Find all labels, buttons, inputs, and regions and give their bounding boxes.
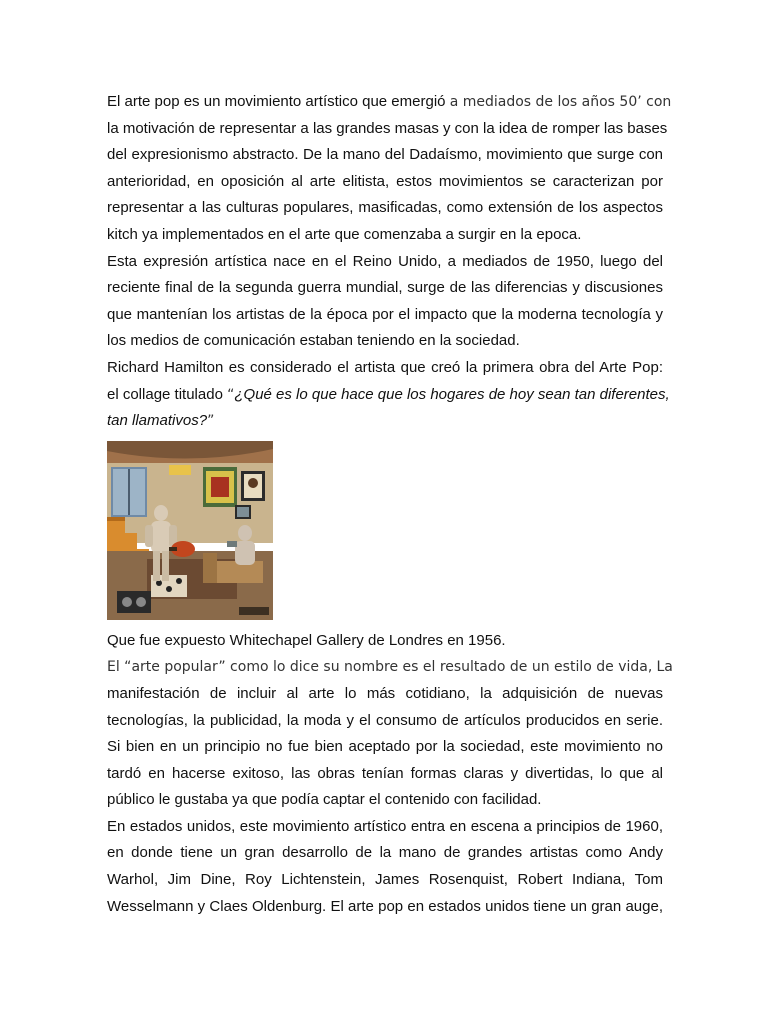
paragraph-4 bbox=[107, 654, 673, 814]
text-line: El arte pop es un movimiento artístico que emergió a mediados de los años 50’ con bbox=[107, 93, 672, 110]
text-line: reciente final de la segunda guerra mundial, surge de las diferencias y discusiones bbox=[107, 279, 663, 297]
text-line: El “arte popular” como lo dice su nombre es el resultado de un estilo de vida, La bbox=[107, 659, 673, 676]
text-line: tecnologías, la publicidad, la moda y el consumo de artículos producidos en serie. bbox=[107, 711, 663, 729]
image-caption: Que fue expuesto Whitechapel Gallery de Londres en 1956. bbox=[107, 631, 506, 649]
document-body bbox=[107, 89, 673, 920]
paragraph-2 bbox=[107, 249, 663, 355]
collage-image bbox=[107, 441, 273, 620]
text-line: representar a las culturas populares, masificadas, como extensión de los aspectos bbox=[107, 199, 663, 217]
text-line: Esta expresión artística nace en el Reino Unido, a mediados de 1950, luego del bbox=[107, 252, 663, 270]
text-line: del expresionismo abstracto. De la mano del Dadaísmo, movimiento que surge con bbox=[107, 146, 663, 164]
paragraph-5 bbox=[107, 814, 663, 920]
text-line: Warhol, Jim Dine, Roy Lichtenstein, James Rosenquist, Robert Indiana, Tom bbox=[107, 871, 663, 889]
text-line: tan llamativos?” bbox=[107, 412, 215, 430]
paragraph-3 bbox=[107, 355, 670, 435]
text-line: los medios de comunicación estaban teniendo en la sociedad. bbox=[107, 332, 520, 350]
text-line: tardó en hacerse exitoso, las obras tenían formas claras y divertidas, lo que al bbox=[107, 764, 663, 782]
text-line: el collage titulado “¿Qué es lo que hace que los hogares de hoy sean tan diferentes, bbox=[107, 385, 670, 403]
text-line: que mantenían los artistas de la época por el impacto que la moderna tecnología y bbox=[107, 305, 663, 323]
text-line: kitch ya implementados en el arte que comenzaba a surgir en la epoca. bbox=[107, 225, 582, 243]
text-line: público le gustaba ya que podía captar el contenido con facilidad. bbox=[107, 791, 542, 809]
text-line: en donde tiene un gran desarrollo de la mano de grandes artistas como Andy bbox=[107, 844, 663, 862]
text-line: la motivación de representar a las grandes masas y con la idea de romper las bases bbox=[107, 119, 668, 137]
paragraph-1 bbox=[107, 89, 672, 249]
text-line: manifestación de incluir al arte lo más cotidiano, la adquisición de nuevas bbox=[107, 684, 663, 702]
text-line: Wesselmann y Claes Oldenburg. El arte pop en estados unidos tiene un gran auge, bbox=[107, 897, 663, 915]
text-line: En estados unidos, este movimiento artístico entra en escena a principios de 1960, bbox=[107, 817, 663, 835]
text-line: Si bien en un principio no fue bien aceptado por la sociedad, este movimiento no bbox=[107, 738, 663, 756]
text-line: Richard Hamilton es considerado el artista que creó la primera obra del Arte Pop: bbox=[107, 358, 663, 376]
text-line: anterioridad, en oposición al arte elitista, estos movimientos se caracterizan por bbox=[107, 172, 663, 190]
